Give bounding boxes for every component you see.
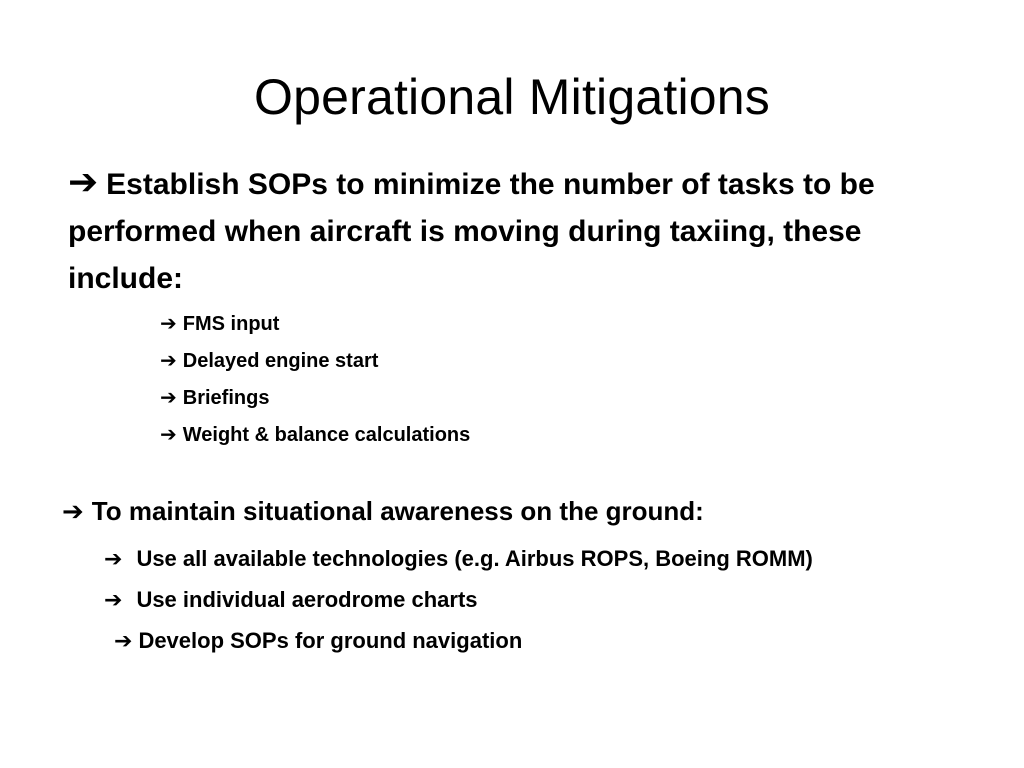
arrow-right-icon: ➔ (114, 628, 133, 653)
arrow-right-icon: ➔ (104, 587, 123, 612)
arrow-right-icon: ➔ (160, 387, 177, 409)
list-item (160, 417, 470, 454)
list-item (160, 380, 470, 417)
list-item (104, 620, 813, 661)
taxi-tasks-list (160, 306, 470, 454)
list-item (104, 538, 813, 579)
arrow-right-icon: ➔ (160, 424, 177, 446)
slide-title: Operational Mitigations (254, 69, 770, 125)
list-item (160, 306, 470, 343)
awareness-bullet-text: To maintain situational awareness on the ground: (91, 496, 704, 526)
list-item-text: Weight & balance calculations (182, 424, 471, 446)
list-item-text: Briefings (182, 387, 270, 409)
list-item (104, 579, 813, 620)
arrow-right-icon: ➔ (160, 313, 177, 335)
arrow-right-icon: ➔ (62, 496, 84, 526)
arrow-right-icon: ➔ (68, 161, 99, 202)
awareness-list (104, 538, 813, 661)
awareness-bullet (62, 491, 704, 531)
arrow-right-icon: ➔ (160, 350, 177, 372)
lead-bullet (68, 158, 968, 302)
list-item-text: Develop SOPs for ground navigation (138, 628, 523, 653)
list-item-text: FMS input (182, 313, 280, 335)
lead-bullet-text: Establish SOPs to minimize the number of tasks to be performed when aircraft is moving during taxiing, these include: (68, 168, 875, 295)
list-item (160, 343, 470, 380)
list-item-text: Delayed engine start (182, 350, 379, 372)
arrow-right-icon: ➔ (104, 546, 123, 571)
list-item-text: Use all available technologies (e.g. Airbus ROPS, Boeing ROMM) (136, 546, 813, 571)
list-item-text: Use individual aerodrome charts (136, 587, 478, 612)
